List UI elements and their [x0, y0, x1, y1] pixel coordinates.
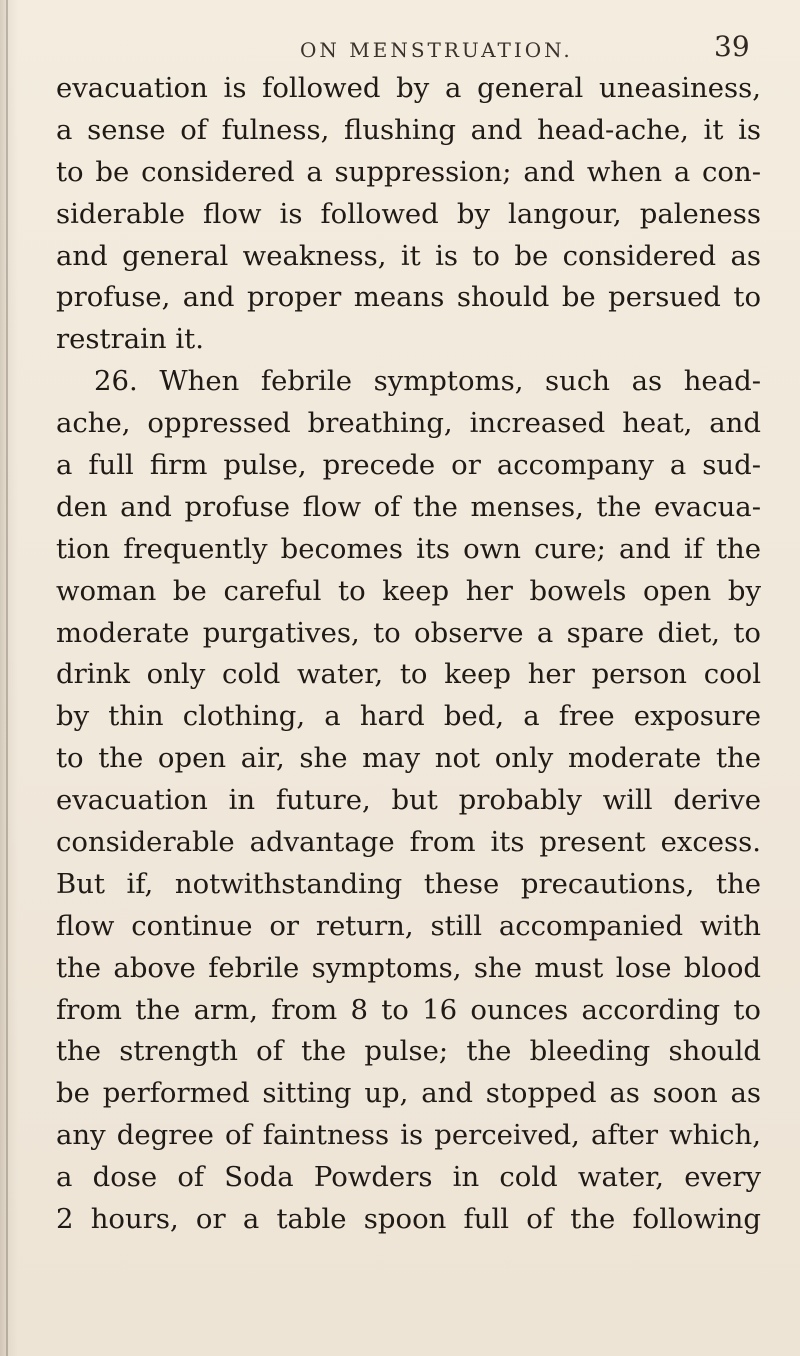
text-line: But if, notwithstanding these precautions, the [56, 867, 761, 900]
text-line: ache, oppressed breathing, increased heat, and [56, 407, 761, 440]
body-text [56, 68, 761, 1241]
running-head: ON MENSTRUATION. [300, 38, 573, 62]
text-line: profuse, and proper means should be persued to [56, 281, 761, 314]
text-line: drink only cold water, to keep her person cool [56, 658, 761, 691]
text-line: to be considered a suppression; and when a con- [56, 155, 761, 188]
text-line: evacuation in future, but probably will derive [56, 784, 761, 817]
text-line: a full firm pulse, precede or accompany a sud- [56, 449, 761, 482]
text-line: the above febrile symptoms, she must lose blood [56, 951, 761, 984]
page-header [0, 30, 800, 70]
text-line: by thin clothing, a hard bed, a free exposure [56, 700, 761, 733]
text-line: 2 hours, or a table spoon full of the following [56, 1203, 761, 1236]
text-line: tion frequently becomes its own cure; and if the [56, 532, 761, 565]
text-line: the strength of the pulse; the bleeding should [56, 1035, 761, 1068]
text-line: any degree of faintness is perceived, after which, [56, 1119, 761, 1152]
page-gutter-shadow [6, 0, 8, 1356]
text-line: considerable advantage from its present excess. [56, 826, 761, 859]
text-line: be performed sitting up, and stopped as soon as [56, 1077, 761, 1110]
text-line: restrain it. [56, 323, 204, 356]
page-number: 39 [714, 30, 750, 63]
text-line: woman be careful to keep her bowels open by [56, 574, 761, 607]
text-line: moderate purgatives, to observe a spare diet, to [56, 616, 761, 649]
text-line: to the open air, she may not only moderate the [56, 742, 761, 775]
paragraph-26-start: 26. When febrile symptoms, such as head- [94, 365, 761, 398]
text-line: flow continue or return, still accompanied with [56, 909, 761, 942]
text-line: den and profuse flow of the menses, the evacua- [56, 490, 761, 523]
text-line: siderable flow is followed by langour, paleness [56, 197, 761, 230]
text-line: from the arm, from 8 to 16 ounces according to [56, 993, 761, 1026]
text-line: a sense of fulness, flushing and head-ache, it is [56, 113, 761, 146]
text-line: evacuation is followed by a general uneasiness, [56, 72, 761, 104]
text-line: and general weakness, it is to be considered as [56, 239, 761, 272]
text-line: a dose of Soda Powders in cold water, every [56, 1161, 761, 1194]
